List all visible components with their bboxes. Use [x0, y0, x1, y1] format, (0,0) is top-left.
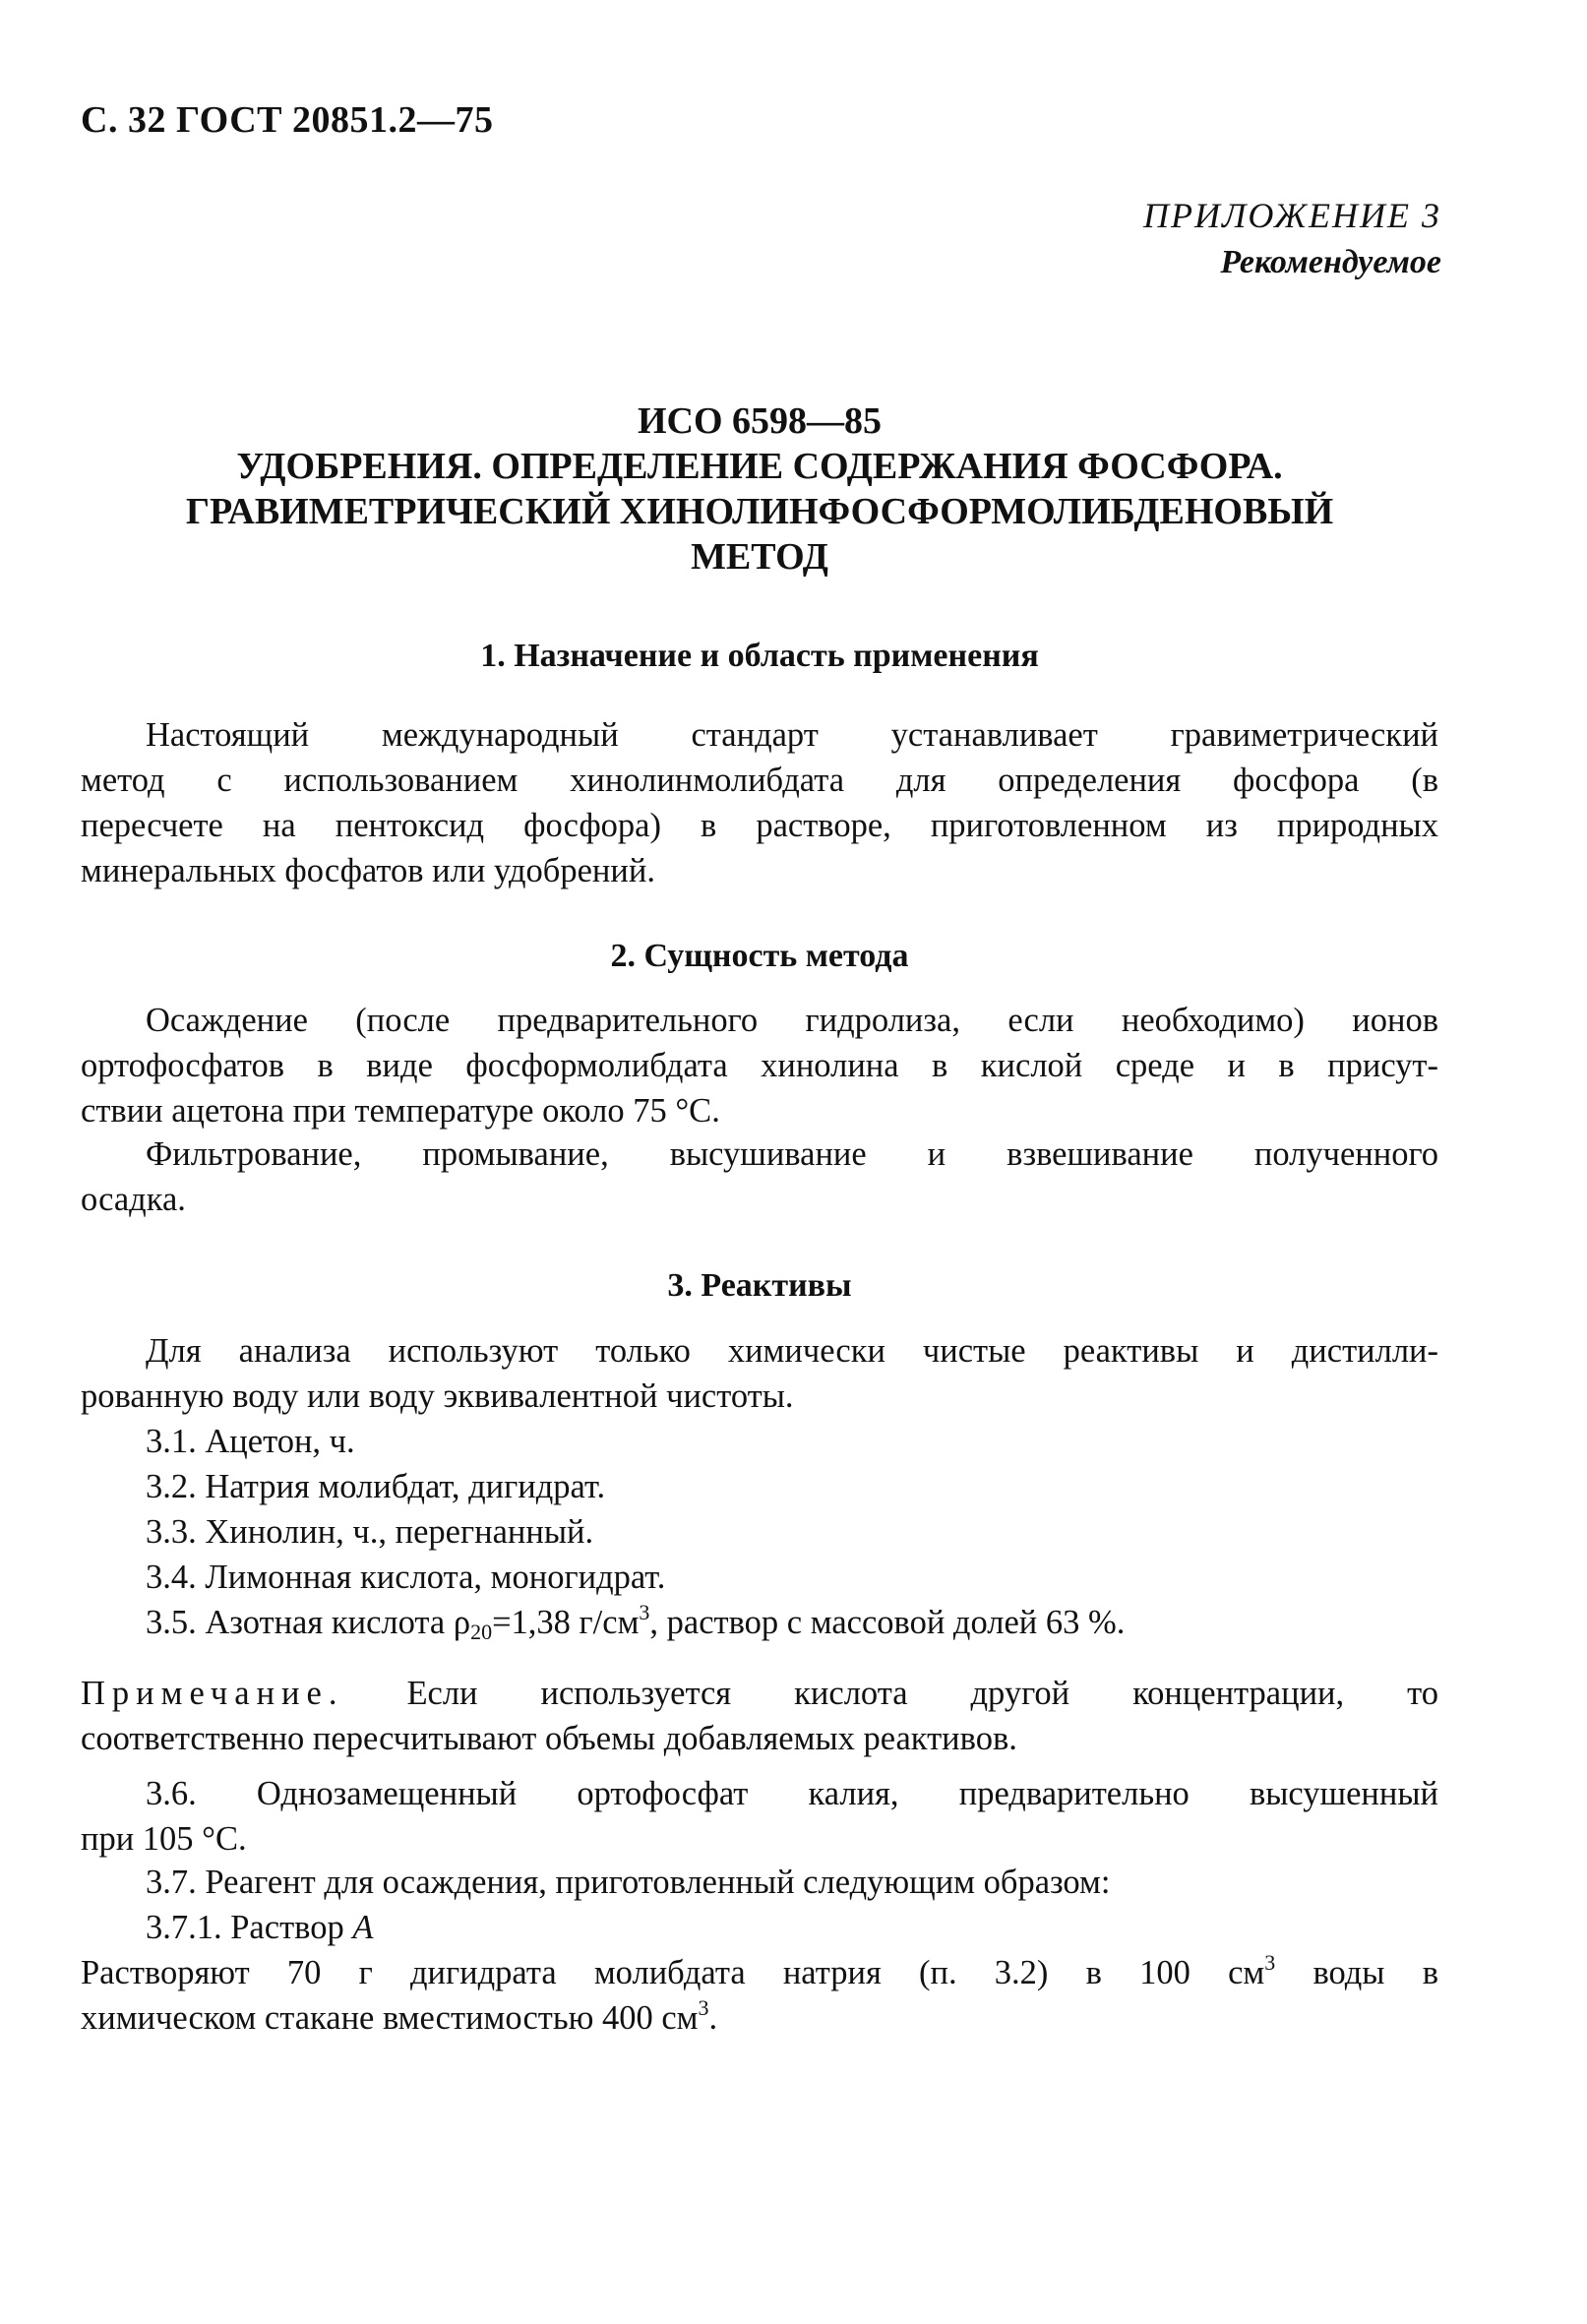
text-line: Настоящий международный стандарт устанавливает гравиметрический [146, 716, 1438, 754]
text-line: метод с использованием хинолинмолибдата для определения фосфора (в [81, 762, 1438, 799]
appendix-title: ПРИЛОЖЕНИЕ 3 [1143, 196, 1441, 235]
text-line [81, 1950, 1438, 1995]
title-line-2: УДОБРЕНИЯ. ОПРЕДЕЛЕНИЕ СОДЕРЖАНИЯ ФОСФОРА. [236, 446, 1283, 487]
text-line: соответственно пересчитывают объемы добавляемых реактивов. [81, 1720, 1017, 1757]
text-line: рованную воду или воду эквивалентной чистоты. [81, 1377, 794, 1415]
item-text: , раствор с массовой долей 63 %. [649, 1604, 1126, 1641]
text-line: пересчете на пентоксид фосфора) в растворе, приготовленном из природных [81, 807, 1438, 844]
item-3-6 [81, 1771, 1438, 1862]
reagent-item: 3.2. Натрия молибдат, дигидрат. [146, 1468, 606, 1505]
text-line: Фильтрование, промывание, высушивание и взвешивание полученного [146, 1135, 1438, 1173]
reagent-item: 3.1. Ацетон, ч. [146, 1423, 355, 1460]
reagent-item: 3.3. Хинолин, ч., перегнанный. [146, 1513, 594, 1551]
reagent-item-nitric-acid [146, 1600, 1125, 1645]
standard-number: ИСО 6598—85 [637, 400, 883, 442]
text-line: Для анализа используют только химически чистые реактивы и дистилли- [146, 1332, 1438, 1370]
text-fragment: Растворяют 70 г дигидрата молибдата натрия (п. 3.2) в 100 см [81, 1954, 1265, 1991]
text-fragment: . [708, 1999, 718, 2037]
section-2-heading: 2. Сущность метода [610, 938, 909, 974]
text-line: осадка. [81, 1181, 186, 1218]
item-3-7-1 [146, 1905, 373, 1950]
superscript: 3 [1264, 1950, 1276, 1975]
text-line: 3.6. Однозамещенный ортофосфат калия, предварительно высушенный [146, 1775, 1438, 1812]
item-text: 3.7.1. Раствор [146, 1909, 353, 1946]
section-3-heading: 3. Реактивы [667, 1267, 852, 1304]
text-line: Осаждение (после предварительного гидролиза, если необходимо) ионов [146, 1002, 1438, 1039]
item-3-7: 3.7. Реагент для осаждения, приготовленный следующим образом: [146, 1864, 1111, 1901]
superscript: 3 [698, 1995, 709, 2020]
title-line-3: ГРАВИМЕТРИЧЕСКИЙ ХИНОЛИНФОСФОРМОЛИБДЕНОВЫЙ [185, 491, 1334, 532]
item-text: 3.5. Азотная кислота ρ [146, 1604, 471, 1641]
item-text: =1,38 г/см [492, 1604, 640, 1641]
text-line: минеральных фосфатов или удобрений. [81, 852, 655, 889]
text-fragment: воды в [1275, 1954, 1438, 1991]
superscript: 3 [639, 1600, 650, 1624]
text-line: ствии ацетона при температуре около 75 °С. [81, 1092, 720, 1130]
reagent-item: 3.4. Лимонная кислота, моногидрат. [146, 1559, 666, 1596]
note-paragraph [81, 1671, 1438, 1761]
subscript: 20 [470, 1620, 493, 1644]
section-2-paragraph-2 [81, 1131, 1438, 1222]
text-fragment: химическом стакане вместимостью 400 см [81, 1999, 699, 2037]
page-header: С. 32 ГОСТ 20851.2—75 [81, 99, 494, 141]
text-line: ортофосфатов в виде фосформолибдата хинолина в кислой среде и в присут- [81, 1047, 1438, 1084]
section-1-paragraph [81, 712, 1438, 893]
text-line [81, 1671, 1438, 1716]
section-1-heading: 1. Назначение и область применения [480, 638, 1039, 674]
appendix-subtitle: Рекомендуемое [1220, 244, 1441, 280]
note-text: Если используется кислота другой концентрации, то [343, 1675, 1438, 1712]
section-3-intro [81, 1328, 1438, 1419]
text-line [81, 1995, 1438, 2041]
solution-letter: А [352, 1909, 374, 1946]
section-2-paragraph-1 [81, 998, 1438, 1133]
appendix-label [1143, 192, 1441, 286]
title-line-4: МЕТОД [691, 536, 828, 578]
dissolve-paragraph [81, 1950, 1438, 2041]
text-line: при 105 °С. [81, 1820, 247, 1858]
document-title [81, 398, 1438, 580]
note-label: Примечание. [81, 1675, 344, 1712]
